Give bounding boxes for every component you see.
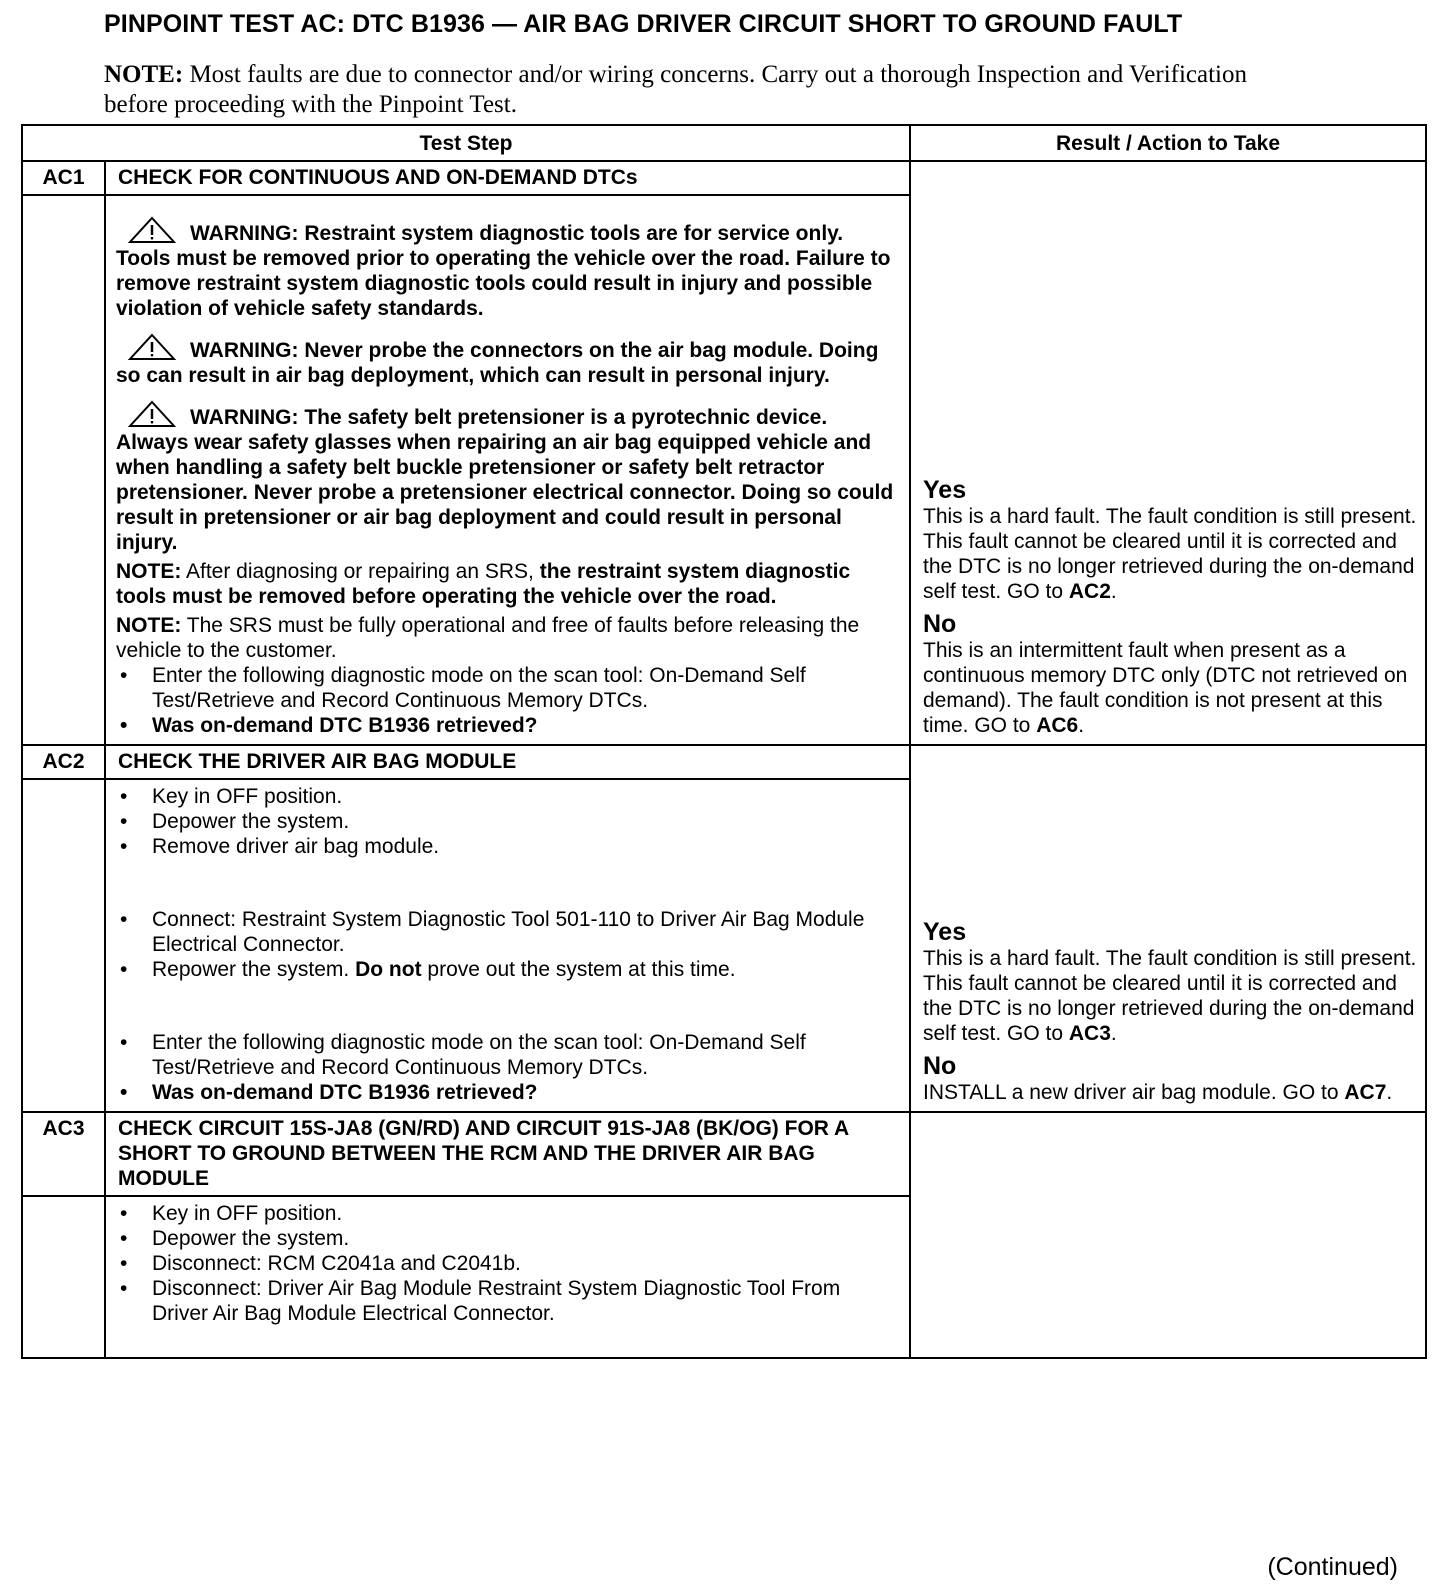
intro-note (104, 60, 1304, 120)
list-item: • Enter the following diagnostic mode on the scan tool: On-Demand Self Test/Retrieve and Record Continuous Memory DTCs. (152, 1030, 899, 1080)
step-ac1-id-spacer (22, 195, 105, 745)
result-ac2-yes-label: Yes (923, 918, 967, 946)
result-ac1-yes-label: Yes (923, 476, 967, 504)
warning-1: WARNING: Restraint system diagnostic tools are for service only. Tools must be removed prior to operating the vehicle over the road. Failure to remove restraint system diagnostic tools could result in injury and possible violation of vehicle safety standards. (116, 216, 899, 321)
step-ac2-bullets-2 (116, 907, 899, 982)
step-ac2-id-spacer (22, 779, 105, 1112)
table-header-row (22, 125, 1426, 161)
step-ac2-bullets-3 (116, 1030, 899, 1105)
list-item: • Was on-demand DTC B1936 retrieved? (152, 713, 899, 738)
step-ac1-title-row (22, 161, 1426, 195)
result-ac2-yes-text: This is a hard fault. The fault condition is still present. This fault cannot be cleared until it is corrected and the DTC is no longer retrieved during the on-demand self test. GO to AC3. (923, 947, 1417, 1045)
list-item: • Disconnect: Driver Air Bag Module Restraint System Diagnostic Tool From Driver Air Bag Module Electrical Connector. (152, 1276, 899, 1326)
list-item: • Repower the system. Do not prove out the system at this time. (152, 957, 899, 982)
step-ac3-id-spacer (22, 1196, 105, 1358)
step-ac1-note-2: NOTE: The SRS must be fully operational and free of faults before releasing the vehicle to the customer. (116, 614, 860, 662)
list-item: • Key in OFF position. (152, 1201, 899, 1226)
result-ac1 (910, 161, 1426, 745)
result-ac3 (910, 1112, 1426, 1358)
step-title-ac3: CHECK CIRCUIT 15S-JA8 (GN/RD) AND CIRCUIT 91S-JA8 (BK/OG) FOR A SHORT TO GROUND BETWEEN THE RCM AND THE DRIVER AIR BAG MODULE (105, 1112, 910, 1196)
list-item: • Remove driver air bag module. (152, 834, 899, 859)
result-ac2 (910, 745, 1426, 1112)
result-ac1-no-text: This is an intermittent fault when present as a continuous memory DTC only (DTC not retrieved on demand). The fault condition is not present at this time. GO to AC6. (923, 639, 1408, 737)
goto-ac3-link[interactable]: AC3 (1068, 1022, 1111, 1045)
step-ac1-bullets (116, 663, 899, 738)
step-ac3-body (105, 1196, 910, 1358)
list-item: • Key in OFF position. (152, 784, 899, 809)
step-ac2-body (105, 779, 910, 1112)
warning-triangle-icon (128, 216, 176, 244)
intro-note-label: NOTE: (104, 61, 184, 88)
result-ac1-yes-text: This is a hard fault. The fault condition is still present. This fault cannot be cleared until it is corrected and the DTC is no longer retrieved during the on-demand self test. GO to AC2. (923, 505, 1417, 603)
pinpoint-test-table (21, 124, 1427, 1359)
warning-3: WARNING: The safety belt pretensioner is a pyrotechnic device. Always wear safety glasses when repairing an air bag equipped vehicle and when handling a safety belt buckle pretensioner or safety belt retractor pretensioner. Never probe a pretensioner electrical connector. Doing so could result in pretensioner or air bag deployment and could result in personal injury. (116, 400, 899, 555)
list-item: • Depower the system. (152, 809, 899, 834)
list-item: • Enter the following diagnostic mode on the scan tool: On-Demand Self Test/Retrieve and Record Continuous Memory DTCs. (152, 663, 899, 713)
step-ac1-note-1: NOTE: After diagnosing or repairing an SRS, the restraint system diagnostic tools must be removed before operating the vehicle over the road. (116, 560, 851, 608)
result-ac2-no-label: No (923, 1052, 957, 1080)
list-item: • Disconnect: RCM C2041a and C2041b. (152, 1251, 899, 1276)
step-id-ac3: AC3 (22, 1112, 105, 1196)
step-ac1-body (105, 195, 910, 745)
result-ac2-no-text: INSTALL a new driver air bag module. GO to AC7. (923, 1081, 1393, 1104)
page-title: PINPOINT TEST AC: DTC B1936 — AIR BAG DRIVER CIRCUIT SHORT TO GROUND FAULT (104, 10, 1183, 38)
step-ac3-bullets (116, 1201, 899, 1326)
step-ac3-title-row (22, 1112, 1426, 1196)
list-item: • Connect: Restraint System Diagnostic Tool 501-110 to Driver Air Bag Module Electrical Connector. (152, 907, 899, 957)
step-ac2-title-row (22, 745, 1426, 779)
warning-triangle-icon (128, 333, 176, 361)
step-id-ac1: AC1 (22, 161, 105, 195)
goto-ac2-link[interactable]: AC2 (1068, 580, 1111, 603)
continued-label: (Continued) (1267, 1553, 1398, 1581)
result-ac1-no-label: No (923, 610, 957, 638)
list-item: • Was on-demand DTC B1936 retrieved? (152, 1080, 899, 1105)
step-title-ac2: CHECK THE DRIVER AIR BAG MODULE (105, 745, 910, 779)
step-ac2-bullets (116, 784, 899, 859)
step-id-ac2: AC2 (22, 745, 105, 779)
warning-triangle-icon (128, 400, 176, 428)
intro-note-text: Most faults are due to connector and/or wiring concerns. Carry out a thorough Inspection and Verification before proceeding with the Pinpoint Test. (104, 61, 1248, 118)
goto-ac7-link[interactable]: AC7 (1344, 1081, 1387, 1104)
header-test-step: Test Step (22, 125, 910, 161)
warning-2: WARNING: Never probe the connectors on the air bag module. Doing so can result in air bag deployment, which can result in personal injury. (116, 333, 899, 388)
header-result: Result / Action to Take (910, 125, 1426, 161)
list-item: • Depower the system. (152, 1226, 899, 1251)
goto-ac6-link[interactable]: AC6 (1036, 714, 1079, 737)
step-title-ac1: CHECK FOR CONTINUOUS AND ON-DEMAND DTCs (105, 161, 910, 195)
